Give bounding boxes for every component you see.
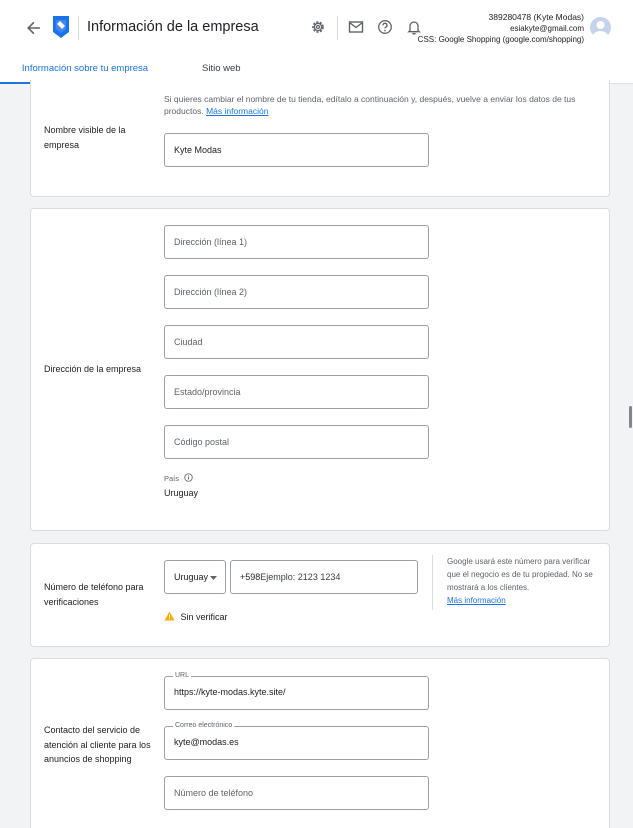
business-name-help-text: Si quieres cambiar el nombre de tu tienda, edítalo a continuación y, después, vuelve a enviar los datos de tus productos. <box>164 94 576 116</box>
business-name-input[interactable]: Kyte Modas <box>164 133 429 167</box>
phone-help <box>447 555 597 607</box>
phone-prefix: +598 <box>240 572 261 582</box>
phone-verification-card <box>30 543 610 647</box>
url-input[interactable] <box>164 672 429 710</box>
warning-icon <box>164 611 175 621</box>
gear-icon[interactable] <box>310 19 326 35</box>
merchant-center-logo-icon <box>52 16 70 38</box>
more-info-link[interactable]: Más información <box>206 106 269 116</box>
city-input[interactable]: Ciudad <box>164 325 429 359</box>
address-label: Dirección de la empresa <box>44 364 142 374</box>
postal-code-input[interactable]: Código postal <box>164 425 429 459</box>
phone-placeholder: Ejemplo: 2123 1234 <box>260 572 341 582</box>
state-input[interactable]: Estado/provincia <box>164 375 429 409</box>
tab-business-info[interactable]: Información sobre tu empresa <box>0 56 170 84</box>
help-icon[interactable] <box>377 19 393 35</box>
avatar[interactable] <box>590 17 611 38</box>
back-arrow-icon[interactable] <box>26 20 42 36</box>
business-name-card <box>30 80 610 197</box>
tab-website[interactable]: Sitio web <box>202 63 241 74</box>
mail-icon[interactable] <box>348 19 364 35</box>
address-line2-input[interactable]: Dirección (línea 2) <box>164 275 429 309</box>
account-email: esiakyte@gmail.com <box>510 24 584 33</box>
country-label-row <box>164 473 193 485</box>
service-phone-input[interactable]: Número de teléfono <box>164 776 429 810</box>
info-icon[interactable] <box>184 473 193 482</box>
phone-number-input[interactable] <box>230 560 418 594</box>
address-line1-input[interactable]: Dirección (línea 1) <box>164 225 429 259</box>
customer-service-label: Contacto del servicio de atención al cliente para los anuncios de shopping <box>44 725 151 764</box>
phone-label: Número de teléfono para verificaciones <box>44 582 144 607</box>
address-card <box>30 208 610 531</box>
url-field-label: URL <box>175 672 190 679</box>
customer-service-card <box>30 658 610 828</box>
scrollbar-thumb[interactable] <box>629 406 632 428</box>
email-field-label: Correo electrónico <box>175 722 233 729</box>
page-title: Información de la empresa <box>87 19 259 35</box>
country-label: País <box>164 474 180 483</box>
user-avatar-icon <box>590 17 611 38</box>
divider <box>78 16 79 40</box>
verification-status-text: Sin verificar <box>180 612 228 622</box>
divider <box>337 16 338 40</box>
url-value: https://kyte-modas.kyte.site/ <box>174 687 286 697</box>
account-css: CSS: Google Shopping (google.com/shopping) <box>417 35 584 44</box>
divider <box>432 555 433 610</box>
dropdown-arrow-icon <box>210 576 217 580</box>
phone-help-text: Google usará este número para verificar que el negocio es de tu propiedad. No se mostrará a los clientes. <box>447 557 593 592</box>
email-input[interactable] <box>164 722 429 760</box>
business-name-help <box>164 93 584 117</box>
business-name-label: Nombre visible de la empresa <box>44 125 126 150</box>
top-app-bar <box>0 0 633 56</box>
country-value: Uruguay <box>164 488 199 498</box>
phone-country-value: Uruguay <box>174 572 209 582</box>
account-id: 389280478 (Kyte Modas) <box>488 12 584 22</box>
account-info[interactable] <box>418 12 584 45</box>
phone-country-select[interactable] <box>164 560 226 594</box>
phone-more-info-link[interactable]: Más información <box>447 596 506 605</box>
verification-status <box>164 611 228 623</box>
email-value: kyte@modas.es <box>174 737 239 747</box>
